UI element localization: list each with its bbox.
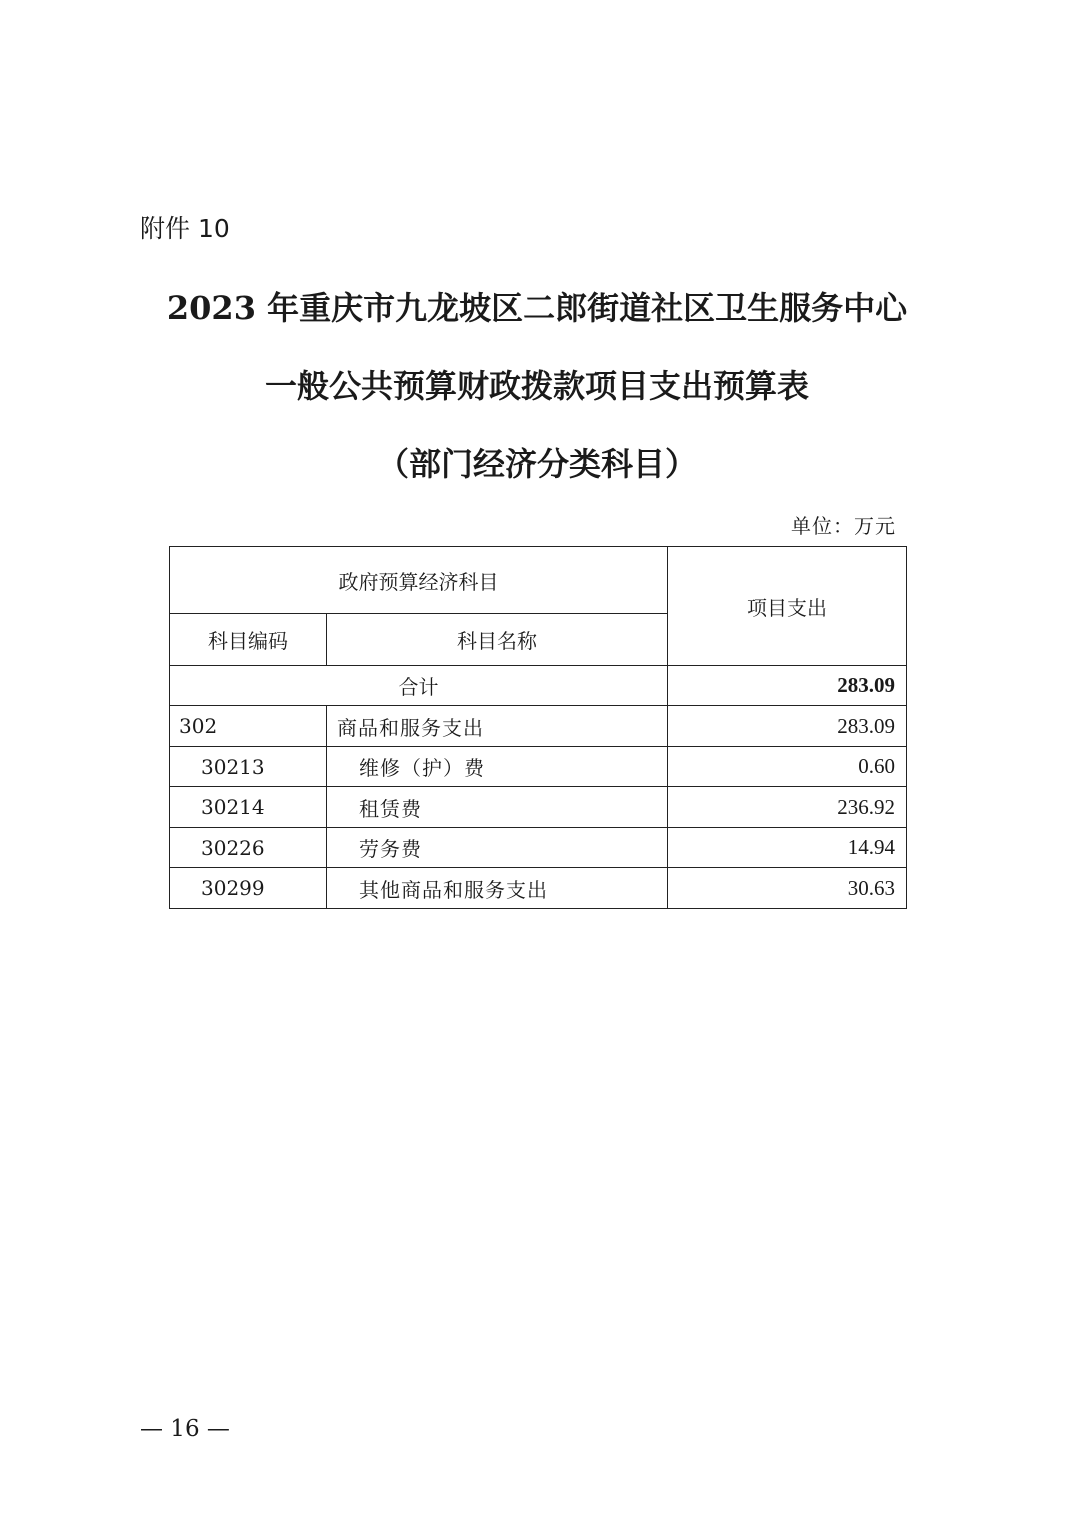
title-line-1: 2023 年重庆市九龙坡区二郎街道社区卫生服务中心: [166, 289, 908, 327]
attachment-label: 附件 10: [140, 214, 230, 243]
header-row-1: [170, 547, 907, 614]
row-code: 30213: [170, 747, 327, 787]
title-line-3: （部门经济分类科目）: [376, 445, 697, 483]
row-name: 劳务费: [327, 828, 668, 868]
row-code: 30299: [170, 868, 327, 909]
unit-label: 单位：万元: [791, 514, 896, 538]
row-value: 14.94: [668, 828, 907, 868]
row-name: 商品和服务支出: [327, 706, 668, 747]
total-value: 283.09: [668, 666, 907, 706]
header-subject-name: 科目名称: [327, 614, 668, 666]
row-code: 302: [170, 706, 327, 747]
table-row: [170, 747, 907, 787]
header-project-expense: 项目支出: [668, 547, 907, 666]
row-code: 30226: [170, 828, 327, 868]
budget-table: [169, 546, 907, 909]
table-row: [170, 787, 907, 828]
title-line-2: 一般公共预算财政拨款项目支出预算表: [264, 367, 809, 405]
table-row: [170, 828, 907, 868]
row-name: 其他商品和服务支出: [327, 868, 668, 909]
table-row: [170, 706, 907, 747]
header-economic-subject: 政府预算经济科目: [170, 547, 668, 614]
row-value: 30.63: [668, 868, 907, 909]
table-row: [170, 868, 907, 909]
row-name: 维修（护）费: [327, 747, 668, 787]
total-label: 合计: [170, 666, 668, 706]
header-subject-code: 科目编码: [170, 614, 327, 666]
row-value: 283.09: [668, 706, 907, 747]
row-name: 租赁费: [327, 787, 668, 828]
row-value: 236.92: [668, 787, 907, 828]
row-value: 0.60: [668, 747, 907, 787]
total-row: [170, 666, 907, 706]
row-code: 30214: [170, 787, 327, 828]
page-number: — 16 —: [140, 1416, 230, 1442]
